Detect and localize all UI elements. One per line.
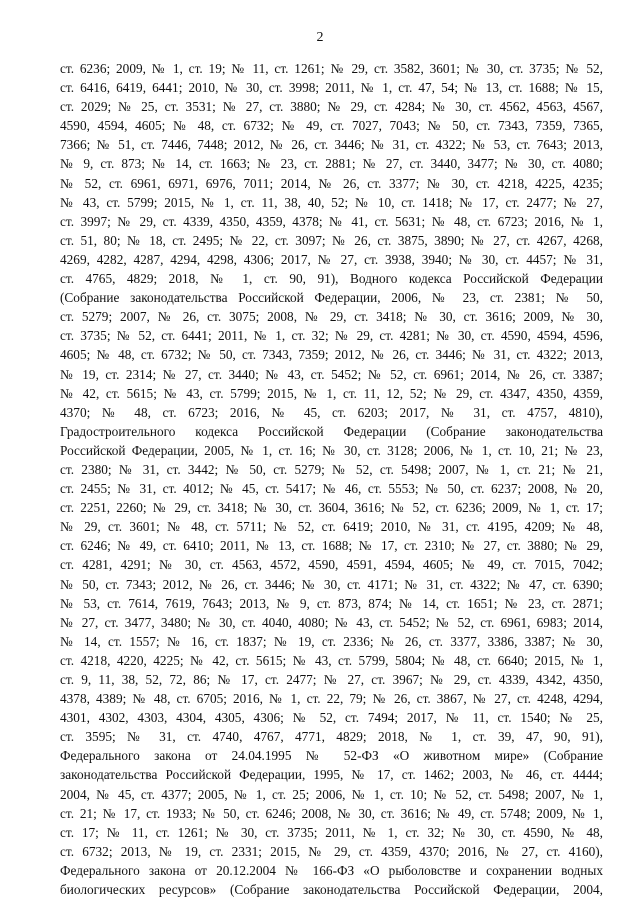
text-line: ст. 51, 80; № 18, ст. 2495; № 22, ст. 3097; № 26, ст. 3875, 3890; № 27, ст. 4267, 4268, [60,232,603,248]
text-line: ст. 9, 11, 38, 52, 72, 86; № 17, ст. 2477; № 27, ст. 3967; № 29, ст. 4339, 4342, 4350, [60,672,603,687]
text-line: № 53, ст. 7614, 7619, 7643; 2013, № 9, ст. 873, 874; № 14, ст. 1651; № 23, ст. 2871; [60,595,603,611]
text-line: № 19, ст. 2314; № 27, ст. 3440; № 43, ст. 5452; № 52, ст. 6961; 2014, № 26, ст. 3387; [60,366,603,382]
text-line: № 52, ст. 6961, 6971, 6976, 7011; 2014, № 26, ст. 3377; № 30, ст. 4218, 4225, 4235; [60,175,603,191]
text-line: 4605; № 48, ст. 6732; № 50, ст. 7343, 7359; 2012, № 26, ст. 3446; № 31, ст. 4322; 2013, [60,347,603,363]
text-line: 4590, 4594, 4605; № 48, ст. 6732; № 49, ст. 7027, 7043; № 50, ст. 7343, 7359, 7365, [60,118,603,134]
text-line: № 9, ст. 873; № 14, ст. 1663; № 23, ст. 2881; № 27, ст. 3440, 3477; № 30, ст. 4080; [60,156,603,172]
text-line: (Собрание законодательства Российской Федерации, 2006, № 23, ст. 2381; № 50, [60,290,603,306]
text-line: ст. 3997; № 29, ст. 4339, 4350, 4359, 4378; № 41, ст. 5631; № 48, ст. 6723; 2016, № 1, [60,213,603,229]
text-line: ст. 6246; № 49, ст. 6410; 2011, № 13, ст. 1688; № 17, ст. 2310; № 27, ст. 3880; № 29, [60,538,603,554]
text-line: ст. 4765, 4829; 2018, № 1, ст. 90, 91), Водного кодекса Российской Федерации [60,271,603,287]
text-line: Российской Федерации, 2005, № 1, ст. 16; № 30, ст. 3128; 2006, № 1, ст. 10, 21; № 23, [60,442,603,458]
text-line: биологических ресурсов» (Собрание законодательства Российской Федерации, 2004, [60,882,603,898]
text-line: ст. 2455; № 31, ст. 4012; № 45, ст. 5417; № 46, ст. 5553; № 50, ст. 6237; 2008, № 20, [60,481,603,497]
text-line: ст. 5279; 2007, № 26, ст. 3075; 2008, № 29, ст. 3418; № 30, ст. 3616; 2009, № 30, [60,309,603,325]
text-line: ст. 6732; 2013, № 19, ст. 2331; 2015, № 29, ст. 4359, 4370; 2016, № 27, ст. 4160), [60,843,603,859]
text-line: 4370; № 48, ст. 6723; 2016, № 45, ст. 6203; 2017, № 31, ст. 4757, 4810), [60,404,603,420]
text-line: ст. 2029; № 25, ст. 3531; № 27, ст. 3880; № 29, ст. 4284; № 30, ст. 4562, 4563, 4567, [60,99,603,115]
text-line: ст. 17; № 11, ст. 1261; № 30, ст. 3735; 2011, № 1, ст. 32; № 30, ст. 4590, № 48, [60,824,603,840]
text-line: Федерального закона от 20.12.2004 № 166-ФЗ «О рыболовстве и сохранении водных [60,862,603,878]
text-line: Градостроительного кодекса Российской Федерации (Собрание законодательства [60,423,603,439]
text-line: ст. 2251, 2260; № 29, ст. 3418; № 30, ст. 3604, 3616; № 52, ст. 6236; 2009, № 1, ст. 17; [60,500,603,516]
text-line: 2004, № 45, ст. 4377; 2005, № 1, ст. 25; 2006, № 1, ст. 10; № 52, ст. 5498; 2007, № 1, [60,786,603,802]
text-line: 4378, 4389; № 48, ст. 6705; 2016, № 1, ст. 22, 79; № 26, ст. 3867, № 27, ст. 4248, 4294, [60,691,603,707]
text-line: ст. 3735; № 52, ст. 6441; 2011, № 1, ст. 32; № 29, ст. 4281; № 30, ст. 4590, 4594, 4596, [60,328,603,344]
text-line: Федерального закона от 24.04.1995 № 52-ФЗ «О животном мире» (Собрание [60,748,603,764]
text-line: ст. 3595; № 31, ст. 4740, 4767, 4771, 4829; 2018, № 1, ст. 39, 47, 90, 91), [60,729,603,745]
text-line: № 27, ст. 3477, 3480; № 30, ст. 4040, 4080; № 43, ст. 5452; № 52, ст. 6961, 6983; 2014, [60,614,603,630]
page-number: 2 [316,30,324,45]
text-line: ст. 21; № 17, ст. 1933; № 50, ст. 6246; 2008, № 30, ст. 3616; № 49, ст. 5748; 2009, № 1, [60,805,603,821]
text-line: ст. 4281, 4291; № 30, ст. 4563, 4572, 4590, 4591, 4594, 4605; № 49, ст. 7015, 7042; [60,557,603,573]
text-line: № 50, ст. 7343; 2012, № 26, ст. 3446; № 30, ст. 4171; № 31, ст. 4322; № 47, ст. 6390; [60,576,603,592]
text-line: законодательства Российской Федерации, 1995, № 17, ст. 1462; 2003, № 46, ст. 4444; [60,767,603,783]
text-line: № 42, ст. 5615; № 43, ст. 5799; 2015, № 1, ст. 11, 12, 52; № 29, ст. 4347, 4350, 4359, [60,385,603,401]
text-line: № 43, ст. 5799; 2015, № 1, ст. 11, 38, 40, 52; № 10, ст. 1418; № 17, ст. 2477; № 27, [60,194,603,210]
text-line: 4269, 4282, 4287, 4294, 4298, 4306; 2017, № 27, ст. 3938, 3940; № 30, ст. 4457; № 31, [60,251,603,267]
text-line: ст. 4218, 4220, 4225; № 42, ст. 5615; № 43, ст. 5799, 5804; № 48, ст. 6640; 2015, № 1, [60,652,603,668]
text-line: № 29, ст. 3601; № 48, ст. 5711; № 52, ст. 6419; 2010, № 31, ст. 4195, 4209; № 48, [60,519,603,535]
text-line: ст. 6416, 6419, 6441; 2010, № 30, ст. 3998; 2011, № 1, ст. 47, 54; № 13, ст. 1688; № 15, [60,80,603,96]
document-body-text [60,59,603,899]
text-line: № 14, ст. 1557; № 16, ст. 1837; № 19, ст. 2336; № 26, ст. 3377, 3386, 3387; № 30, [60,633,603,649]
text-line: 4301, 4302, 4303, 4304, 4305, 4306; № 52, ст. 7494; 2017, № 11, ст. 1540; № 25, [60,710,603,726]
text-line: 7366; № 51, ст. 7446, 7448; 2012, № 26, ст. 3446; № 31, ст. 4322; № 53, ст. 7643; 2013, [60,137,603,153]
text-line: ст. 2380; № 31, ст. 3442; № 50, ст. 5279; № 52, ст. 5498; 2007, № 1, ст. 21; № 21, [60,461,603,477]
text-line: ст. 6236; 2009, № 1, ст. 19; № 11, ст. 1261; № 29, ст. 3582, 3601; № 30, ст. 3735; № 52, [60,61,603,76]
